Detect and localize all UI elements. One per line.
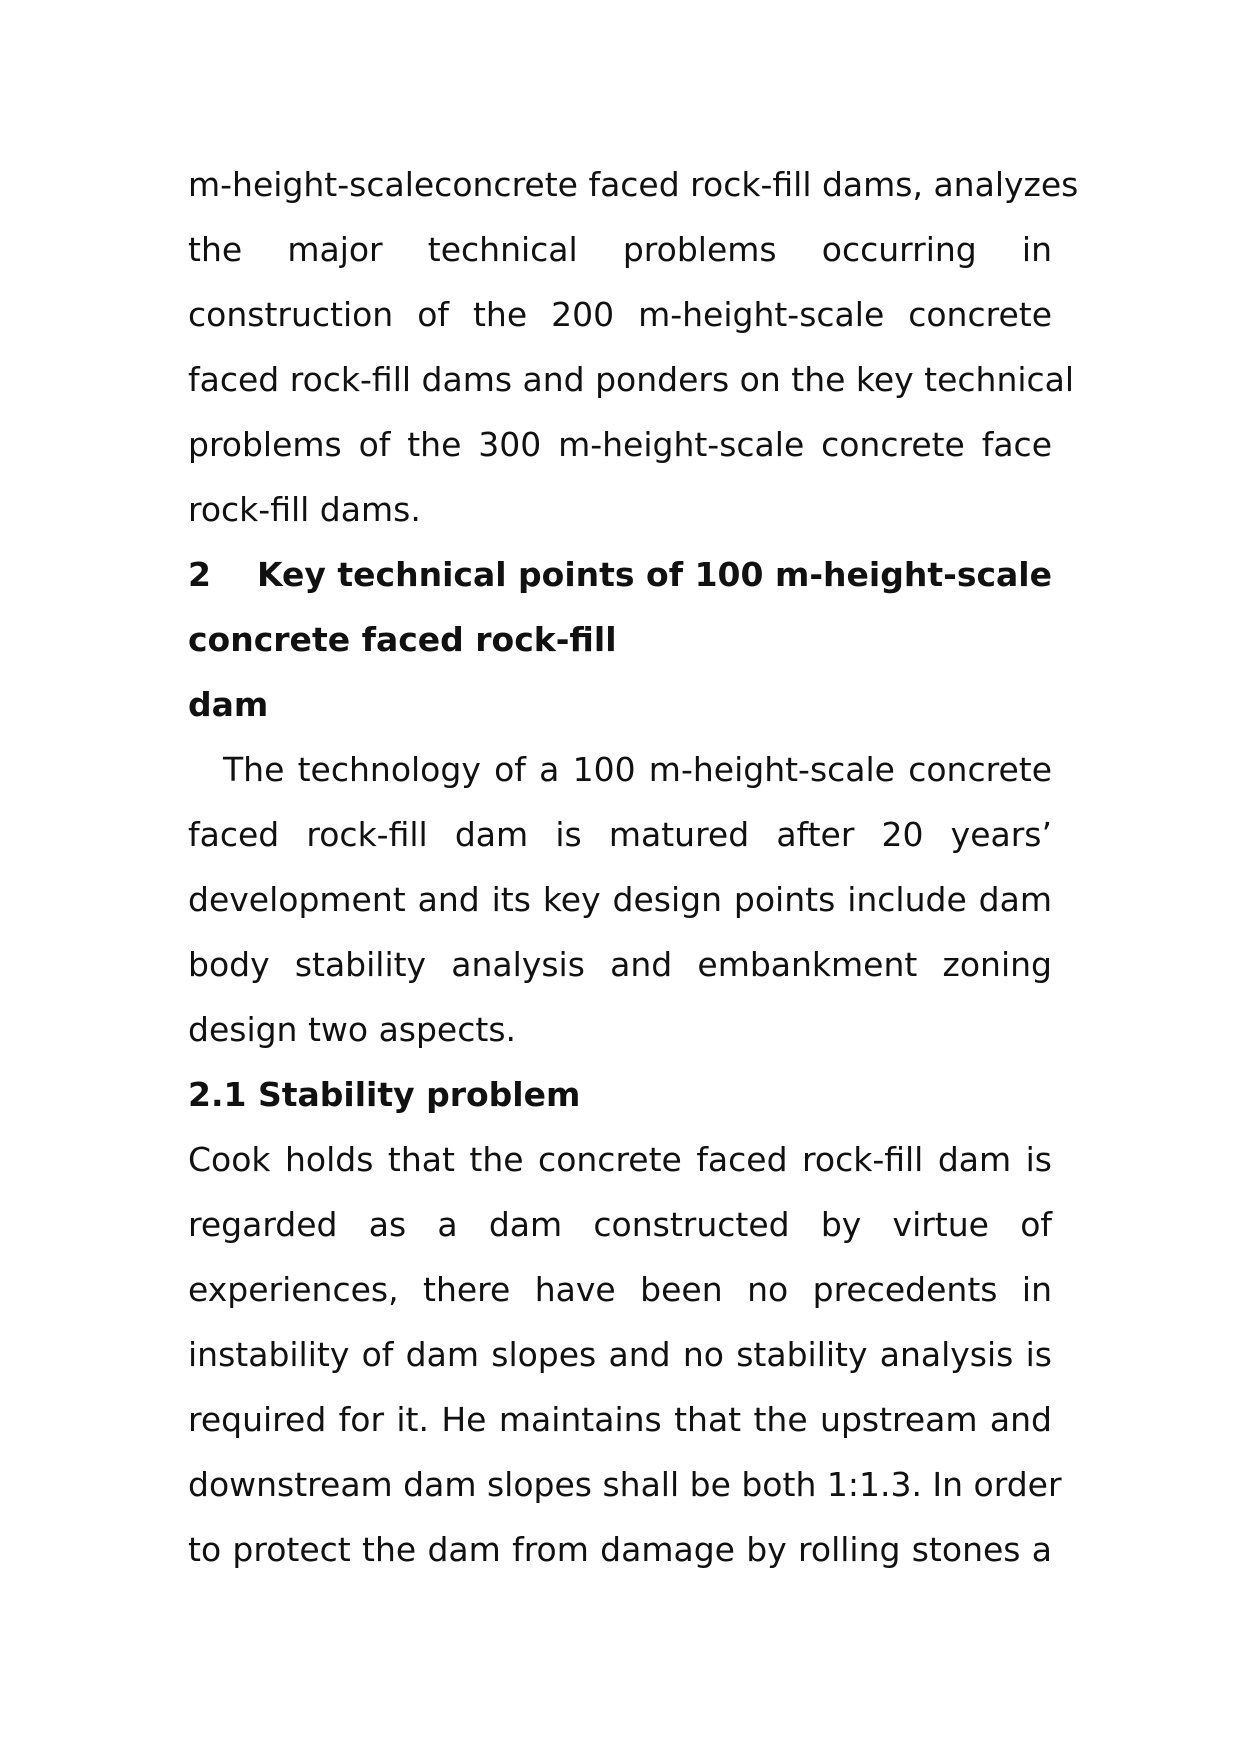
intro-paragraph bbox=[188, 152, 1079, 542]
text-line: rock-fill dams. bbox=[188, 490, 421, 529]
heading-line: 2 Key technical points of 100 m-height-scale bbox=[188, 555, 1052, 594]
section-2-1-paragraph bbox=[188, 1127, 1062, 1582]
text-line: Cook holds that the concrete faced rock-fill dam is bbox=[188, 1140, 1052, 1179]
text-line: development and its key design points include dam bbox=[188, 880, 1052, 919]
text-line: regarded as a dam constructed by virtue of bbox=[188, 1205, 1052, 1244]
text-line: m-height-scaleconcrete faced rock-fill dams, analyzes bbox=[188, 165, 1079, 204]
document-page bbox=[188, 152, 1079, 1582]
text-line: downstream dam slopes shall be both 1:1.3. In order bbox=[188, 1465, 1062, 1504]
section-2-1-heading bbox=[188, 1062, 1052, 1127]
text-line: problems of the 300 m-height-scale concrete face bbox=[188, 425, 1052, 464]
text-line: The technology of a 100 m-height-scale concrete bbox=[223, 750, 1052, 789]
section-2-paragraph bbox=[188, 737, 1052, 1062]
text-line: to protect the dam from damage by rolling stones a bbox=[188, 1530, 1052, 1569]
text-line: required for it. He maintains that the upstream and bbox=[188, 1400, 1052, 1439]
heading-line: dam bbox=[188, 685, 269, 724]
text-line: instability of dam slopes and no stability analysis is bbox=[188, 1335, 1052, 1374]
heading-line: concrete faced rock-fill bbox=[188, 620, 617, 659]
text-line: experiences, there have been no precedents in bbox=[188, 1270, 1052, 1309]
heading-line: 2.1 Stability problem bbox=[188, 1075, 581, 1114]
text-line: faced rock-fill dam is matured after 20 years’ bbox=[188, 815, 1052, 854]
text-line: construction of the 200 m-height-scale concrete bbox=[188, 295, 1052, 334]
text-line: design two aspects. bbox=[188, 1010, 517, 1049]
text-line: faced rock-fill dams and ponders on the key technical bbox=[188, 360, 1075, 399]
text-line: body stability analysis and embankment zoning bbox=[188, 945, 1052, 984]
text-line: the major technical problems occurring in bbox=[188, 230, 1052, 269]
section-2-heading bbox=[188, 542, 1052, 737]
